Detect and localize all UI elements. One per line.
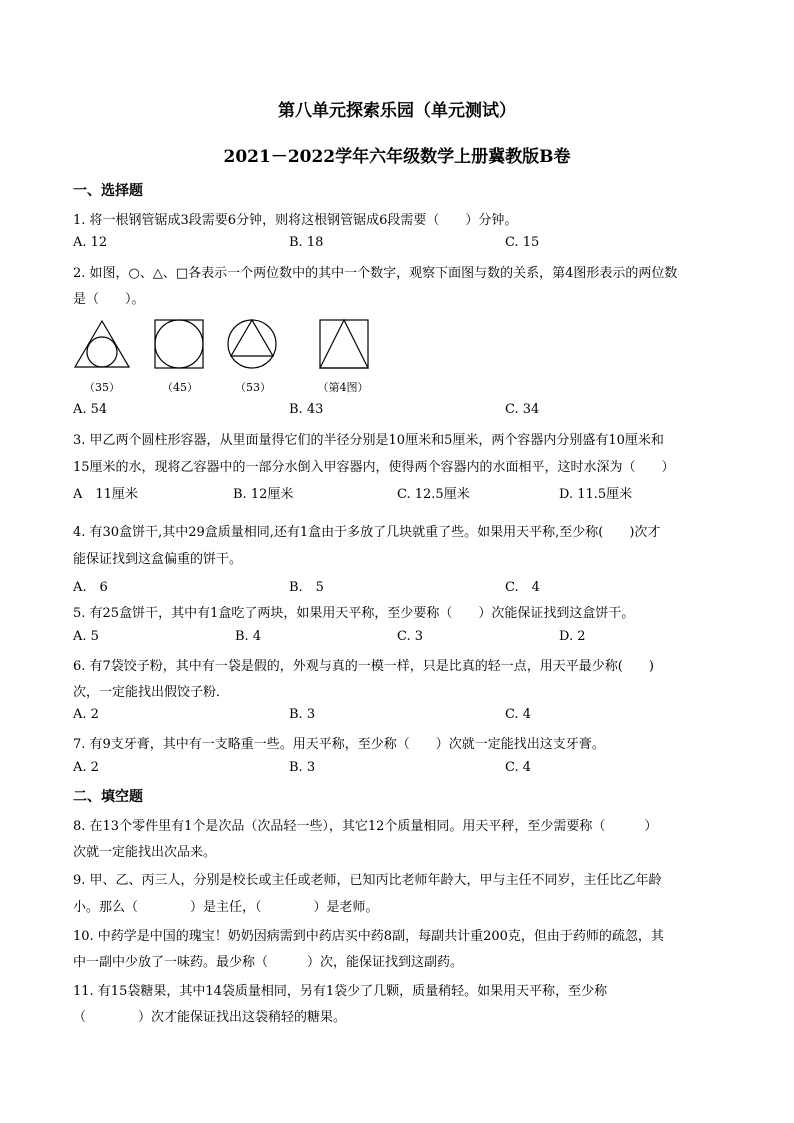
question-4-line-2: 能保证找到这盒偏重的饼干。 [73, 552, 243, 567]
q2-option-a: A. 54 [73, 402, 108, 417]
q3-option-d: D. 11.5厘米 [559, 487, 633, 502]
q3-option-c: C. 12.5厘米 [397, 487, 470, 502]
q4-option-a: A. 6 [73, 580, 108, 595]
question-11-line-2: （ ）次才能保证找出这袋稍轻的糖果。 [73, 1010, 347, 1025]
q5-option-b: B. 4 [235, 629, 262, 644]
question-10-line-1: 10. 中药学是中国的瑰宝！奶奶因病需到中药店买中药8副，每副共计重200克，但由于药师的疏忽，其 [73, 929, 664, 944]
question-1: 1. 将一根钢管锯成3段需要6分钟，则将这根钢管锯成6段需要（ ）分钟。 [73, 213, 518, 228]
page-title: 第八单元探索乐园（单元测试） [278, 101, 516, 121]
figure-square-triangle [318, 318, 372, 370]
figure-caption-2: （45） [162, 381, 198, 394]
q6-option-b: B. 3 [289, 707, 316, 722]
question-4-line-1: 4. 有30盒饼干,其中29盒质量相同,还有1盒由于多放了几块就重了些。如果用天平称,至少称( )次才 [73, 525, 661, 540]
question-6-line-1: 6. 有7袋饺子粉，其中有一袋是假的，外观与真的一模一样，只是比真的轻一点，用天平最少称( ) [73, 659, 654, 674]
page-subtitle: 2021－2022学年六年级数学上册冀教版B卷 [223, 147, 571, 167]
question-6-line-2: 次，一定能找出假饺子粉． [73, 685, 230, 700]
q3-option-b: B. 12厘米 [233, 487, 294, 502]
figure-caption-4: （第4图） [317, 381, 369, 394]
figure-square-circle [153, 318, 207, 370]
figure-caption-1: （35） [84, 381, 120, 394]
q1-option-b: B. 18 [289, 235, 324, 250]
q5-option-a: A. 5 [73, 629, 99, 644]
figure-triangle-circle [73, 318, 133, 370]
question-3-line-1: 3. 甲乙两个圆柱形容器，从里面量得它们的半径分别是10厘米和5厘米，两个容器内分别盛有10厘米和 [73, 433, 664, 448]
q2-option-c: C. 34 [505, 402, 540, 417]
question-11-line-1: 11. 有15袋糖果，其中14袋质量相同，另有1袋少了几颗，质量稍轻。如果用天平称，至少称 [73, 984, 608, 999]
q3-option-a: A 11厘米 [73, 487, 138, 502]
question-7: 7. 有9支牙膏，其中有一支略重一些。用天平称，至少称（ ）次就一定能找出这支牙膏。 [73, 737, 605, 752]
question-2-line-2: 是（ ）。 [73, 292, 145, 307]
section-heading-fill: 二、填空题 [73, 789, 143, 805]
q7-option-a: A. 2 [73, 760, 99, 775]
q6-option-a: A. 2 [73, 707, 99, 722]
q5-option-d: D. 2 [559, 629, 586, 644]
question-10-line-2: 中一副中少放了一味药。最少称（ ）次，能保证找到这副药。 [73, 955, 464, 970]
section-heading-choice: 一、选择题 [73, 183, 143, 199]
q4-option-b: B. 5 [289, 580, 324, 595]
figure-caption-3: （53） [235, 381, 271, 394]
question-9-line-2: 小。那么（ ）是主任，（ ）是老师。 [73, 900, 379, 915]
q7-option-c: C. 4 [505, 760, 532, 775]
question-9-line-1: 9. 甲、乙、丙三人，分别是校长或主任或老师，已知丙比老师年龄大，甲与主任不同岁，主任比乙年龄 [73, 873, 662, 888]
figure-circle-triangle [226, 318, 280, 370]
question-8-line-1: 8. 在13个零件里有1个是次品（次品轻一些），其它12个质量相同。用天平秤，至少需要称（ ） [73, 819, 658, 834]
question-2-line-1: 2. 如图，○、△、□各表示一个两位数中的其中一个数字，观察下面图与数的关系，第4图形表示的两位数 [73, 266, 678, 281]
q2-option-b: B. 43 [289, 402, 324, 417]
question-8-line-2: 次就一定能找出次品来。 [73, 845, 217, 860]
q1-option-c: C. 15 [505, 235, 540, 250]
q7-option-b: B. 3 [289, 760, 316, 775]
q4-option-c: C. 4 [505, 580, 540, 595]
question-5: 5. 有25盒饼干，其中有1盒吃了两块，如果用天平称，至少要称（ ）次能保证找到这盒饼干。 [73, 606, 635, 621]
q1-option-a: A. 12 [73, 235, 108, 250]
q5-option-c: C. 3 [397, 629, 424, 644]
q6-option-c: C. 4 [505, 707, 532, 722]
question-3-line-2: 15厘米的水，现将乙容器中的一部分水倒入甲容器内，使得两个容器内的水面相平，这时水深为（ ） [73, 460, 675, 475]
